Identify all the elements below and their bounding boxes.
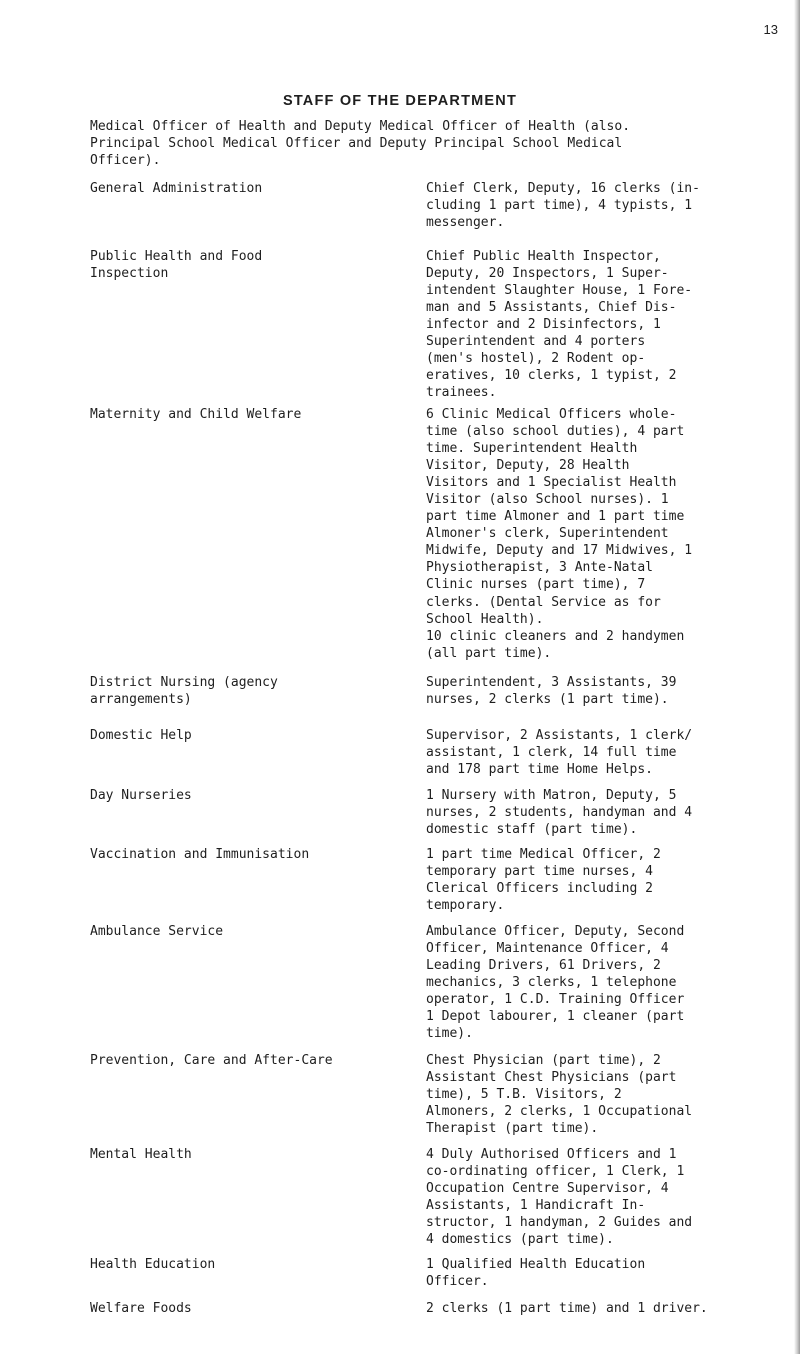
intro-paragraph: Medical Officer of Health and Deputy Medical Officer of Health (also. Principal School Medical Officer and Deputy Principal School Medical Officer).: [90, 119, 631, 168]
staff-list: Chest Physician (part time), 2 Assistant Chest Physicians (part time), 5 T.B. Visitors, 2 Almoners, 2 clerks, 1 Occupational Therapist (part time).: [426, 1053, 693, 1137]
staff-list: 1 part time Medical Officer, 2 temporary part time nurses, 4 Clerical Officers including 2 temporary.: [426, 847, 661, 914]
staff-list: Chief Clerk, Deputy, 16 clerks (in- cluding 1 part time), 4 typists, 1 messenger.: [426, 181, 700, 231]
staff-list: Supervisor, 2 Assistants, 1 clerk/ assistant, 1 clerk, 14 full time and 178 part time Home Helps.: [426, 728, 693, 778]
staff-list: Chief Public Health Inspector, Deputy, 20 Inspectors, 1 Super- intendent Slaughter House, 1 Fore- man and 5 Assistants, Chief Dis- infector and 2 Disinfectors, 1 Superintendent and 4 porters (men's hostel), 2 Rodent op- eratives, 10 clerks, 1 typist, 2 trainees.: [426, 249, 693, 401]
department-name: Welfare Foods: [90, 1301, 192, 1316]
department-name: Ambulance Service: [90, 924, 224, 939]
staff-list: Superintendent, 3 Assistants, 39 nurses, 2 clerks (1 part time).: [426, 675, 677, 708]
page-title: STAFF OF THE DEPARTMENT: [282, 93, 518, 109]
staff-list: 4 Duly Authorised Officers and 1 co-ordinating officer, 1 Clerk, 1 Occupation Centre Supervisor, 4 Assistants, 1 Handicraft In- structor, 1 handyman, 2 Guides and 4 domestics (part time).: [426, 1147, 693, 1248]
staff-list: 2 clerks (1 part time) and 1 driver.: [426, 1301, 708, 1316]
department-name: Maternity and Child Welfare: [90, 407, 302, 422]
department-name: Health Education: [90, 1257, 216, 1272]
department-name: District Nursing (agency arrangements): [90, 675, 278, 707]
staff-list: 1 Nursery with Matron, Deputy, 5 nurses, 2 students, handyman and 4 domestic staff (part time).: [426, 788, 693, 838]
department-name: Domestic Help: [90, 728, 192, 743]
staff-list: 1 Qualified Health Education Officer.: [426, 1257, 646, 1290]
department-name: Prevention, Care and After-Care: [90, 1053, 333, 1068]
department-name: Public Health and Food Inspection: [90, 249, 263, 281]
page-number: 13: [763, 22, 778, 37]
department-name: Mental Health: [90, 1147, 192, 1162]
department-name: Day Nurseries: [90, 788, 192, 803]
staff-list: 6 Clinic Medical Officers whole- time (also school duties), 4 part time. Superintendent Health Visitor, Deputy, 28 Health Visitors and 1 Specialist Health Visitor (also School nurses). 1 part time Almoner and 1 part time Almoner's clerk, Superintendent Midwife, Deputy and 17 Midwives, 1 Physiotherapist, 3 Ante-Natal Clinic nurses (part time), 7 clerks. (Dental Service as for School Health). 10 clinic cleaners and 2 handymen (all part time).: [426, 407, 693, 661]
department-name: Vaccination and Immunisation: [90, 847, 310, 862]
staff-list: Ambulance Officer, Deputy, Second Officer, Maintenance Officer, 4 Leading Drivers, 61 Drivers, 2 mechanics, 3 clerks, 1 telephone operator, 1 C.D. Training Officer 1 Depot labourer, 1 cleaner (part time).: [426, 924, 685, 1042]
department-name: General Administration: [90, 181, 263, 196]
